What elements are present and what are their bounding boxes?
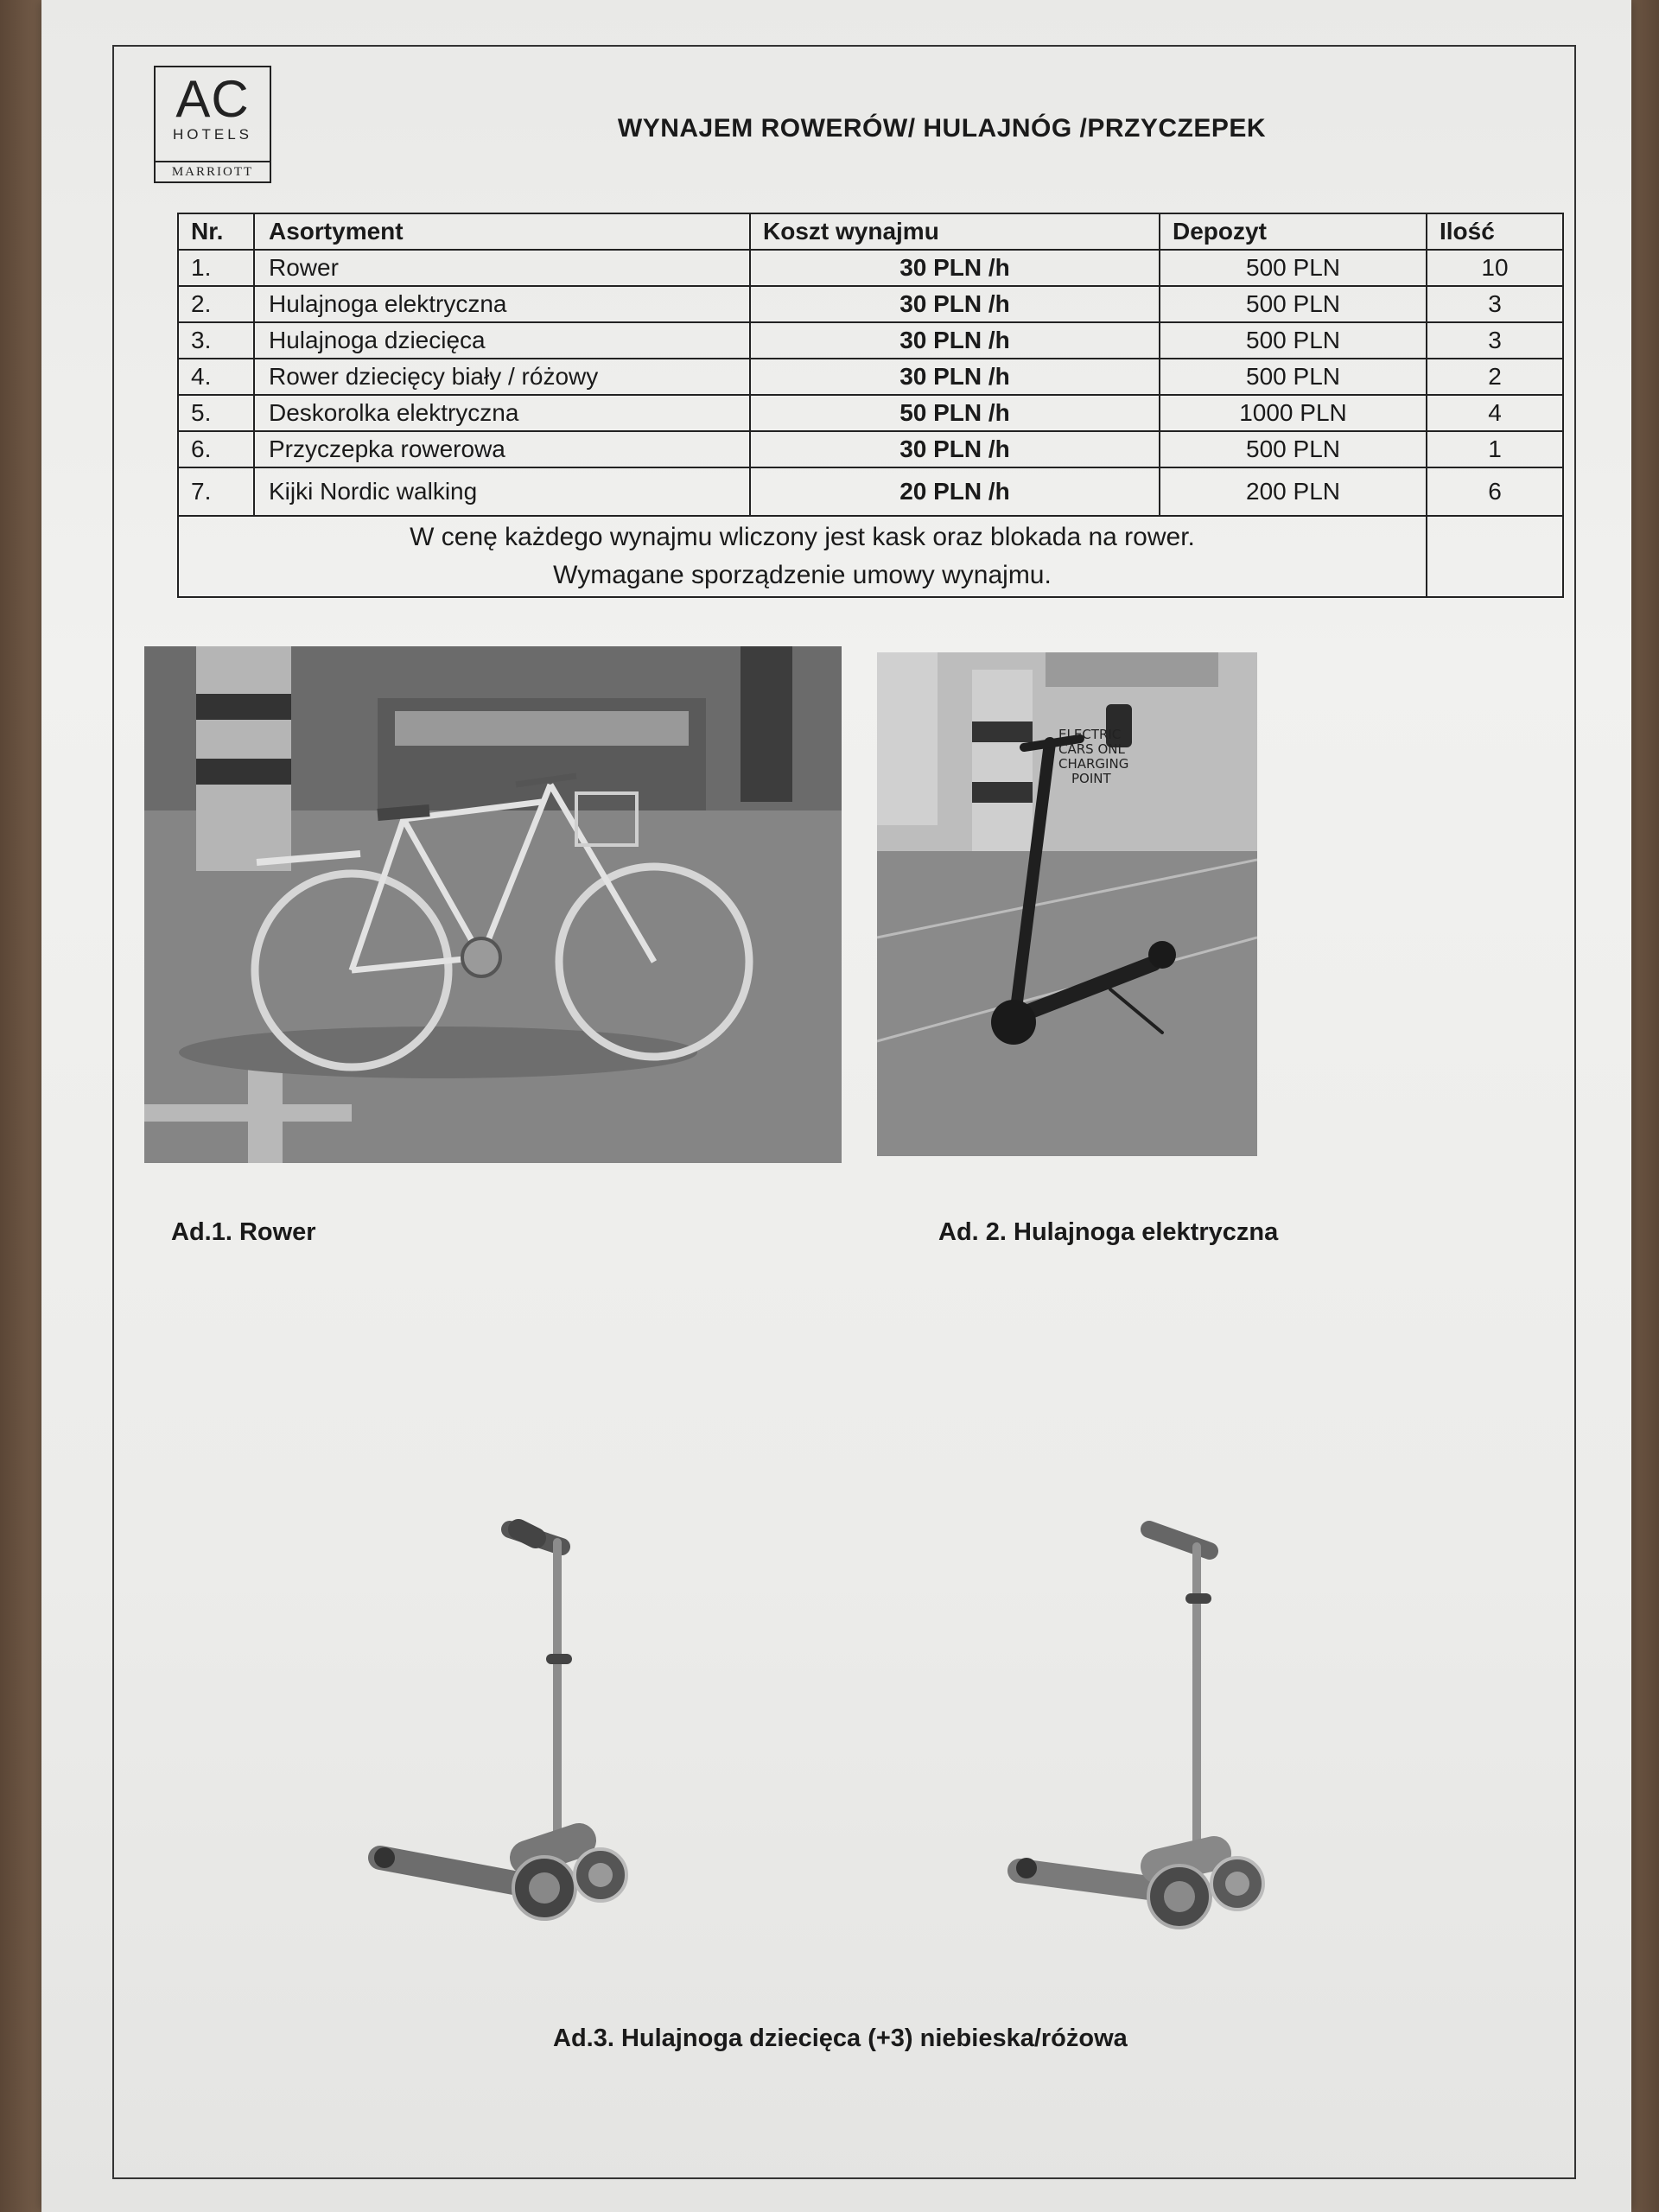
- cell-name: Hulajnoga dziecięca: [254, 322, 750, 359]
- cell-nr: 3.: [178, 322, 254, 359]
- rental-table: [177, 213, 1564, 598]
- cell-deposit: 500 PLN: [1160, 322, 1427, 359]
- logo-hotels: HOTELS: [172, 126, 253, 143]
- table-row: [178, 250, 1563, 286]
- note-line-1: W cenę każdego wynajmu wliczony jest kask oraz blokada na rower.: [410, 523, 1195, 551]
- sign-line-3: CHARGING: [1058, 756, 1129, 772]
- table-row: [178, 286, 1563, 322]
- cell-qty: 10: [1427, 250, 1563, 286]
- table-row: [178, 322, 1563, 359]
- header-nr: Nr.: [178, 213, 254, 250]
- cell-cost: 30 PLN /h: [750, 286, 1160, 322]
- bicycle-photo: [144, 646, 842, 1163]
- cell-name: Rower dziecięcy biały / różowy: [254, 359, 750, 395]
- caption-ad2: Ad. 2. Hulajnoga elektryczna: [938, 1218, 1279, 1246]
- table-row: [178, 359, 1563, 395]
- cell-cost: 30 PLN /h: [750, 322, 1160, 359]
- logo-marriott: MARRIOTT: [156, 161, 270, 181]
- cell-deposit: 500 PLN: [1160, 431, 1427, 467]
- sign-line-4: POINT: [1071, 771, 1111, 786]
- kids-scooter-pink-image: [1002, 1512, 1296, 1953]
- cell-nr: 4.: [178, 359, 254, 395]
- cell-qty: 4: [1427, 395, 1563, 431]
- header-ilosc: Ilość: [1427, 213, 1563, 250]
- cell-cost: 20 PLN /h: [750, 467, 1160, 516]
- caption-ad3: Ad.3. Hulajnoga dziecięca (+3) niebieska/różowa: [553, 2024, 1128, 2052]
- table-row: [178, 431, 1563, 467]
- cell-name: Kijki Nordic walking: [254, 467, 750, 516]
- table-note-row: [178, 516, 1563, 597]
- kids-scooter-blue-image: [363, 1495, 657, 1944]
- electric-scooter-photo: [877, 652, 1257, 1156]
- cell-nr: 7.: [178, 467, 254, 516]
- caption-ad1: Ad.1. Rower: [171, 1218, 316, 1246]
- cell-deposit: 500 PLN: [1160, 359, 1427, 395]
- logo-ac: AC: [175, 70, 250, 128]
- table-row: [178, 467, 1563, 516]
- cell-deposit: 500 PLN: [1160, 250, 1427, 286]
- cell-deposit: 1000 PLN: [1160, 395, 1427, 431]
- sign-line-2: CARS ONL: [1058, 741, 1125, 757]
- note-empty-cell: [1427, 516, 1563, 597]
- cell-cost: 30 PLN /h: [750, 431, 1160, 467]
- cell-name: Deskorolka elektryczna: [254, 395, 750, 431]
- cell-deposit: 200 PLN: [1160, 467, 1427, 516]
- cell-cost: 30 PLN /h: [750, 359, 1160, 395]
- cell-nr: 6.: [178, 431, 254, 467]
- electric-scooter-image: [877, 652, 1257, 1156]
- cell-nr: 1.: [178, 250, 254, 286]
- cell-name: Przyczepka rowerowa: [254, 431, 750, 467]
- cell-name: Hulajnoga elektryczna: [254, 286, 750, 322]
- cell-qty: 3: [1427, 286, 1563, 322]
- table-header-row: [178, 213, 1563, 250]
- header-depozyt: Depozyt: [1160, 213, 1427, 250]
- sign-line-1: ELECTRIC: [1058, 727, 1122, 742]
- note-line-2: Wymagane sporządzenie umowy wynajmu.: [553, 561, 1052, 589]
- header-koszt: Koszt wynajmu: [750, 213, 1160, 250]
- page-title: WYNAJEM ROWERÓW/ HULAJNÓG /PRZYCZEPEK: [617, 114, 1267, 143]
- cell-name: Rower: [254, 250, 750, 286]
- cell-deposit: 500 PLN: [1160, 286, 1427, 322]
- cell-nr: 5.: [178, 395, 254, 431]
- cell-cost: 50 PLN /h: [750, 395, 1160, 431]
- cell-qty: 6: [1427, 467, 1563, 516]
- table-row: [178, 395, 1563, 431]
- cell-nr: 2.: [178, 286, 254, 322]
- cell-qty: 1: [1427, 431, 1563, 467]
- rental-note: [178, 516, 1427, 597]
- cell-qty: 2: [1427, 359, 1563, 395]
- cell-qty: 3: [1427, 322, 1563, 359]
- header-asortyment: Asortyment: [254, 213, 750, 250]
- cell-cost: 30 PLN /h: [750, 250, 1160, 286]
- bicycle-image: [144, 646, 842, 1163]
- ac-hotels-logo: [154, 66, 271, 183]
